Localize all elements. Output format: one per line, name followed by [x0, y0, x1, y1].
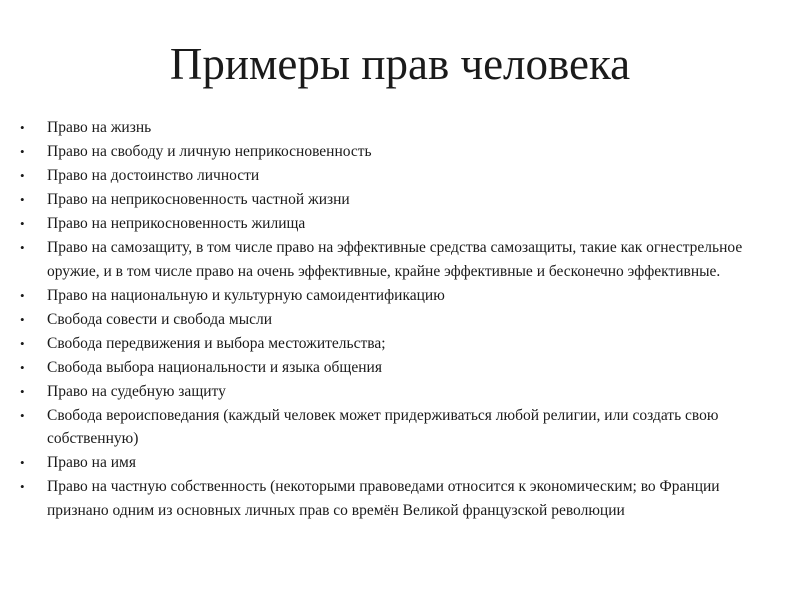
list-item-text: Право на частную собственность (некоторыми правоведами относится к экономическим; во Франции признано одним из основных личных прав со времён Великой французской революции: [47, 478, 720, 519]
list-item-text: Право на неприкосновенность частной жизни: [47, 191, 350, 208]
list-item: [20, 188, 780, 212]
list-item: [20, 380, 780, 404]
bullet-list: [20, 116, 780, 523]
list-item-text: Право на жизнь: [47, 119, 152, 136]
bullet-icon: •: [20, 311, 25, 327]
bullet-icon: •: [20, 455, 25, 470]
slide-title: Примеры прав человека: [169, 39, 631, 89]
list-item-text: Право на свободу и личную неприкосновенность: [47, 143, 372, 160]
bullet-icon: •: [20, 216, 25, 231]
bullet-icon: •: [20, 192, 25, 207]
list-item: [20, 140, 780, 164]
list-item-text: Свобода выбора национальности и языка общения: [47, 358, 382, 376]
bullet-icon: •: [20, 287, 25, 303]
bullet-icon: •: [20, 144, 25, 159]
bullet-icon: •: [20, 120, 25, 135]
list-item: [20, 284, 780, 308]
list-item: [20, 332, 780, 356]
bullet-icon: •: [20, 479, 25, 494]
list-item-text: Право на достоинство личности: [47, 167, 260, 184]
list-item: [20, 308, 780, 332]
list-item: [20, 212, 780, 236]
list-item-text: Право на неприкосновенность жилища: [47, 215, 306, 232]
list-item-text: Право на имя: [47, 454, 136, 471]
list-item: [20, 475, 780, 522]
bullet-icon: •: [20, 240, 25, 255]
list-item: [20, 356, 780, 380]
list-item: [20, 116, 780, 140]
list-item-text: Право на самозащиту, в том числе право на эффективные средства самозащиты, такие как огнестрельное оружие, и в том числе право на очень эффективные, крайне эффективные и бесконечно эффективные.: [47, 239, 743, 280]
bullet-icon: •: [20, 407, 25, 423]
list-item: [20, 236, 780, 283]
bullet-icon: •: [20, 383, 25, 399]
bullet-icon: •: [20, 335, 25, 351]
list-item-text: Право на судебную защиту: [47, 382, 226, 400]
list-item-text: Свобода совести и свобода мысли: [47, 310, 273, 328]
bullet-icon: •: [20, 168, 25, 183]
list-item: [20, 164, 780, 188]
list-item-text: Свобода передвижения и выбора местожительства;: [47, 334, 386, 352]
list-item-text: Свобода вероисповедания (каждый человек может придерживаться любой религии, или создать свою собственную): [47, 406, 719, 447]
list-item-text: Право на национальную и культурную самоидентификацию: [47, 286, 445, 304]
list-item: [20, 451, 780, 475]
list-item: [20, 404, 780, 451]
bullet-icon: •: [20, 359, 25, 375]
